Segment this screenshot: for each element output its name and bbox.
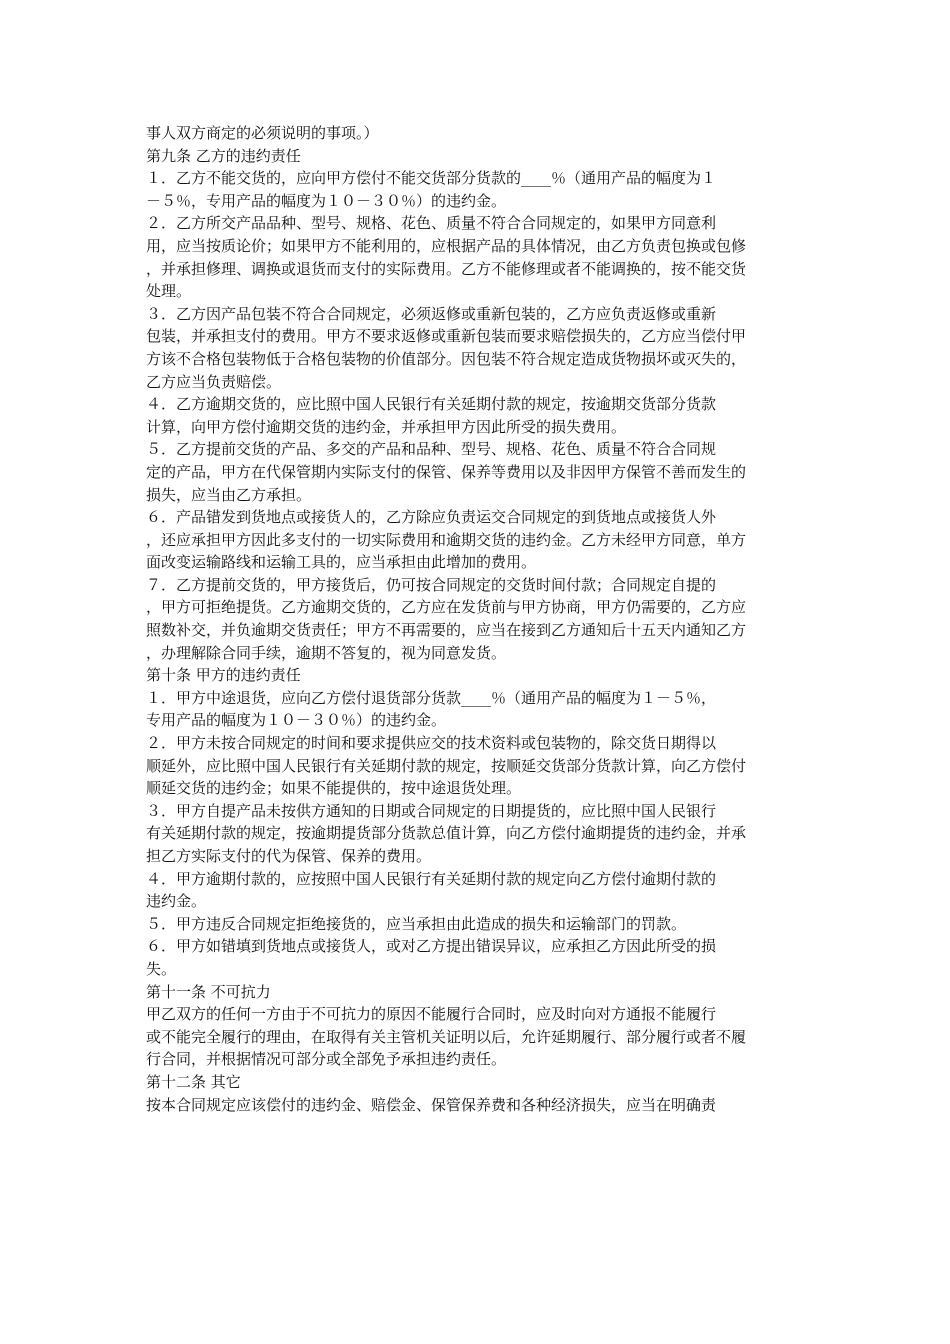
article-9-heading: 第九条 乙方的违约责任	[146, 146, 301, 165]
text-line: ，甲方可拒绝提货。乙方逾期交货的，乙方应在发货前与甲方协商，甲方仍需要的，乙方应	[146, 598, 747, 617]
text-line: ５．甲方违反合同规定拒绝接货的，应当承担由此造成的损失和运输部门的罚款。	[146, 914, 687, 933]
text-line: 事人双方商定的必须说明的事项。）	[146, 124, 379, 142]
text-line: 顺延交货的违约金；如果不能提供的，按中途退货处理。	[146, 779, 522, 798]
text-line: 包装，并承担支付的费用。甲方不要求返修或重新包装而要求赔偿损失的，乙方应当偿付甲	[146, 327, 747, 346]
text-line: 失。	[146, 959, 177, 978]
text-line: 方该不合格包装物低于合格包装物的价值部分。因包装不符合规定造成货物损坏或灭失的，	[146, 349, 747, 368]
text-line: 行合同，并根据情况可部分或全部免予承担违约责任。	[146, 1050, 507, 1069]
text-line: 按本合同规定应该偿付的违约金、赔偿金、保管保养费和各种经济损失，应当在明确责	[146, 1095, 717, 1114]
text-line: ，还应承担甲方因此多支付的一切实际费用和逾期交货的违约金。乙方未经甲方同意，单方	[146, 530, 747, 549]
text-line: ６．甲方如错填到货地点或接货人，或对乙方提出错误异议，应承担乙方因此所受的损	[146, 937, 717, 956]
text-line: 照数补交，并负逾期交货责任；甲方不再需要的，应当在接到乙方通知后十五天内通知乙方	[146, 621, 747, 640]
text-line: 处理。	[146, 282, 192, 301]
text-line: ２．甲方未按合同规定的时间和要求提供应交的技术资料或包装物的，除交货日期得以	[146, 734, 717, 753]
text-line: １．乙方不能交货的，应向甲方偿付不能交货部分货款的____％（通用产品的幅度为１	[146, 169, 717, 188]
text-line: 用，应当按质论价；如果甲方不能利用的，应根据产品的具体情况，由乙方负责包换或包修	[146, 236, 747, 255]
text-line: 违约金。	[146, 892, 207, 911]
article-10-heading: 第十条 甲方的违约责任	[146, 666, 301, 685]
text-line: ３．甲方自提产品未按供方通知的日期或合同规定的日期提货的，应比照中国人民银行	[146, 801, 717, 820]
text-line: 损失，应当由乙方承担。	[146, 485, 312, 504]
text-line: 乙方应当负责赔偿。	[146, 372, 282, 391]
text-line: １．甲方中途退货，应向乙方偿付退货部分货款____％（通用产品的幅度为１－５％，	[146, 688, 717, 707]
text-line: 定的产品，甲方在代保管期内实际支付的保管、保养等费用以及非因甲方保管不善而发生的	[146, 462, 747, 481]
text-line: 专用产品的幅度为１０－３０％）的违约金。	[146, 711, 447, 730]
text-line: ，并承担修理、调换或退货而支付的实际费用。乙方不能修理或者不能调换的，按不能交货	[146, 259, 747, 278]
text-line: 顺延外，应比照中国人民银行有关延期付款的规定，按顺延交货部分货款计算，向乙方偿付	[146, 756, 747, 775]
article-11-heading: 第十一条 不可抗力	[146, 982, 271, 1001]
text-line: ３．乙方因产品包装不符合合同规定，必须返修或重新包装的，乙方应负责返修或重新	[146, 304, 717, 323]
text-line: 担乙方实际支付的代为保管、保养的费用。	[146, 847, 432, 865]
text-line: ５．乙方提前交货的产品、多交的产品和品种、型号、规格、花色、质量不符合合同规	[146, 440, 717, 459]
contract-page	[146, 122, 811, 1116]
text-line: 甲乙双方的任何一方由于不可抗力的原因不能履行合同时，应及时向对方通报不能履行	[146, 1005, 717, 1024]
text-line: －５％，专用产品的幅度为１０－３０％）的违约金。	[146, 191, 507, 210]
article-12-heading: 第十二条 其它	[146, 1072, 241, 1091]
text-line: 面改变运输路线和运输工具的，应当承担由此增加的费用。	[146, 553, 537, 572]
text-line: 或不能完全履行的理由，在取得有关主管机关证明以后，允许延期履行、部分履行或者不履	[146, 1027, 747, 1046]
text-line: 有关延期付款的规定，按逾期提货部分货款总值计算，向乙方偿付逾期提货的违约金，并承	[146, 824, 747, 843]
text-line: ４．甲方逾期付款的，应按照中国人民银行有关延期付款的规定向乙方偿付逾期付款的	[146, 869, 717, 888]
text-line: ，办理解除合同手续，逾期不答复的，视为同意发货。	[146, 643, 507, 662]
text-line: ７．乙方提前交货的，甲方接货后，仍可按合同规定的交货时间付款；合同规定自提的	[146, 575, 717, 594]
text-line: ２．乙方所交产品品种、型号、规格、花色、质量不符合合同规定的，如果甲方同意利	[146, 214, 717, 233]
text-line: ６．产品错发到货地点或接货人的，乙方除应负责运交合同规定的到货地点或接货人外	[146, 508, 717, 527]
text-line: ４．乙方逾期交货的，应比照中国人民银行有关延期付款的规定，按逾期交货部分货款	[146, 395, 717, 414]
text-line: 计算，向甲方偿付逾期交货的违约金，并承担甲方因此所受的损失费用。	[146, 417, 627, 436]
